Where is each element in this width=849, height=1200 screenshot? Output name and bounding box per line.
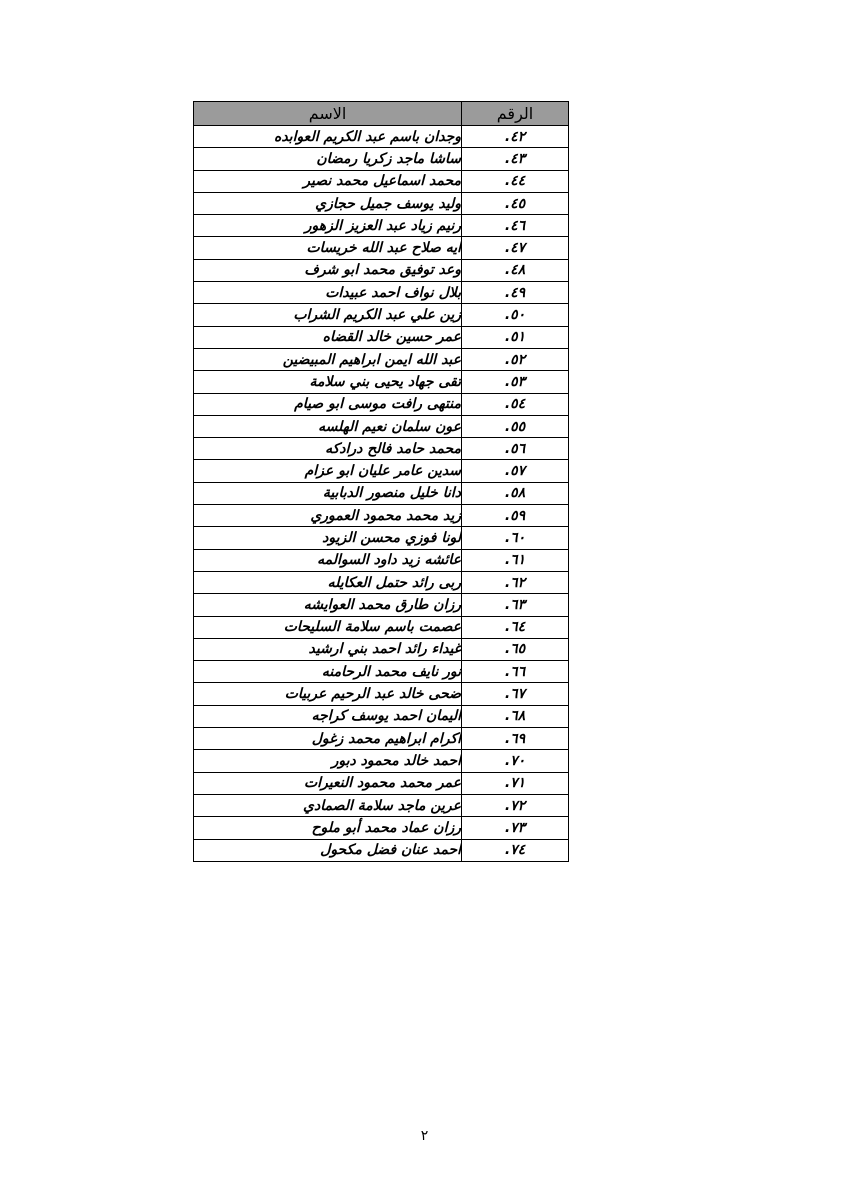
row-name: سدين عامر عليان ابو عزام (194, 460, 462, 482)
row-number: ٥٨. (462, 482, 569, 504)
row-number: ٥٣. (462, 371, 569, 393)
table-row (194, 438, 569, 460)
row-number: ٥٩. (462, 505, 569, 527)
row-name: عبد الله ايمن ابراهيم المبيضين (194, 348, 462, 370)
row-number: ٤٢. (462, 126, 569, 148)
row-name: اكرام ابراهيم محمد زغول (194, 728, 462, 750)
table-row (194, 148, 569, 170)
table-row (194, 616, 569, 638)
row-name: ضحى خالد عبد الرحيم عربيات (194, 683, 462, 705)
table-row (194, 304, 569, 326)
row-number: ٤٩. (462, 282, 569, 304)
row-name: رنيم زياد عبد العزيز الزهور (194, 215, 462, 237)
row-name: ايه صلاح عبد الله خريسات (194, 237, 462, 259)
row-number: ٦٨. (462, 705, 569, 727)
table-row (194, 594, 569, 616)
row-number: ٦٧. (462, 683, 569, 705)
table-row (194, 482, 569, 504)
row-number: ٥٥. (462, 415, 569, 437)
table-row (194, 705, 569, 727)
row-name: عصمت باسم سلامة السليحات (194, 616, 462, 638)
row-name: عائشه زيد داود السوالمه (194, 549, 462, 571)
row-number: ٧٤. (462, 839, 569, 861)
row-number: ٥٢. (462, 348, 569, 370)
row-name: محمد اسماعيل محمد نصير (194, 170, 462, 192)
table-row (194, 326, 569, 348)
table-row (194, 215, 569, 237)
table-row (194, 794, 569, 816)
row-name: احمد عنان فضل مكحول (194, 839, 462, 861)
row-number: ٦٢. (462, 571, 569, 593)
row-number: ٤٣. (462, 148, 569, 170)
page-number: ٢ (420, 1128, 429, 1144)
row-name: اليمان احمد يوسف كراجه (194, 705, 462, 727)
table-row (194, 170, 569, 192)
table-row (194, 505, 569, 527)
row-number: ٦٤. (462, 616, 569, 638)
table-row (194, 415, 569, 437)
row-number: ٤٤. (462, 170, 569, 192)
table-row (194, 638, 569, 660)
row-number: ٤٨. (462, 259, 569, 281)
table-row (194, 282, 569, 304)
row-number: ٦٣. (462, 594, 569, 616)
row-name: عمر حسين خالد القضاه (194, 326, 462, 348)
table-body (194, 126, 569, 862)
row-number: ٧١. (462, 772, 569, 794)
table-row (194, 839, 569, 861)
table-row (194, 237, 569, 259)
row-name: ساشا ماجد زكريا رمضان (194, 148, 462, 170)
row-name: محمد حامد فالح درادكه (194, 438, 462, 460)
table-row (194, 348, 569, 370)
table-row (194, 661, 569, 683)
names-table (193, 101, 569, 862)
row-name: وعد توفيق محمد ابو شرف (194, 259, 462, 281)
row-name: غيداء رائد احمد بني ارشيد (194, 638, 462, 660)
table-row (194, 683, 569, 705)
row-name: وليد يوسف جميل حجازي (194, 192, 462, 214)
row-name: رزان عماد محمد أبو ملوح (194, 817, 462, 839)
table-row (194, 259, 569, 281)
row-number: ٤٦. (462, 215, 569, 237)
row-name: زين علي عبد الكريم الشراب (194, 304, 462, 326)
row-number: ٧٠. (462, 750, 569, 772)
row-name: ربى رائد حتمل العكايله (194, 571, 462, 593)
row-name: بلال نواف احمد عبيدات (194, 282, 462, 304)
row-number: ٦١. (462, 549, 569, 571)
number-column-header: الرقم (462, 102, 569, 126)
row-name: عمر محمد محمود النعيرات (194, 772, 462, 794)
row-name: عرين ماجد سلامة الصمادي (194, 794, 462, 816)
row-name: زيد محمد محمود العموري (194, 505, 462, 527)
table-row (194, 393, 569, 415)
table-row (194, 817, 569, 839)
row-number: ٧٢. (462, 794, 569, 816)
table-header-row (194, 102, 569, 126)
row-number: ٥٤. (462, 393, 569, 415)
row-name: لونا فوزي محسن الزيود (194, 527, 462, 549)
row-number: ٦٦. (462, 661, 569, 683)
table-row (194, 728, 569, 750)
table-row (194, 192, 569, 214)
table-row (194, 549, 569, 571)
row-number: ٥٠. (462, 304, 569, 326)
row-name: دانا خليل منصور الدبابية (194, 482, 462, 504)
row-name: منتهى رافت موسى ابو صيام (194, 393, 462, 415)
row-name: رزان طارق محمد العوايشه (194, 594, 462, 616)
row-number: ٦٩. (462, 728, 569, 750)
row-name: عون سلمان نعيم الهلسه (194, 415, 462, 437)
row-number: ٥٧. (462, 460, 569, 482)
row-number: ٦٠. (462, 527, 569, 549)
table-row (194, 750, 569, 772)
table-row (194, 371, 569, 393)
row-number: ٥١. (462, 326, 569, 348)
table-row (194, 126, 569, 148)
table-row (194, 772, 569, 794)
table-row (194, 527, 569, 549)
table-row (194, 571, 569, 593)
row-number: ٤٥. (462, 192, 569, 214)
row-number: ٦٥. (462, 638, 569, 660)
row-number: ٧٣. (462, 817, 569, 839)
row-number: ٥٦. (462, 438, 569, 460)
table-row (194, 460, 569, 482)
row-name: احمد خالد محمود دبور (194, 750, 462, 772)
row-name: نور نايف محمد الرحامنه (194, 661, 462, 683)
row-name: تقى جهاد يحيى بني سلامة (194, 371, 462, 393)
name-column-header: الاسم (194, 102, 462, 126)
row-number: ٤٧. (462, 237, 569, 259)
row-name: وجدان باسم عبد الكريم العوابده (194, 126, 462, 148)
